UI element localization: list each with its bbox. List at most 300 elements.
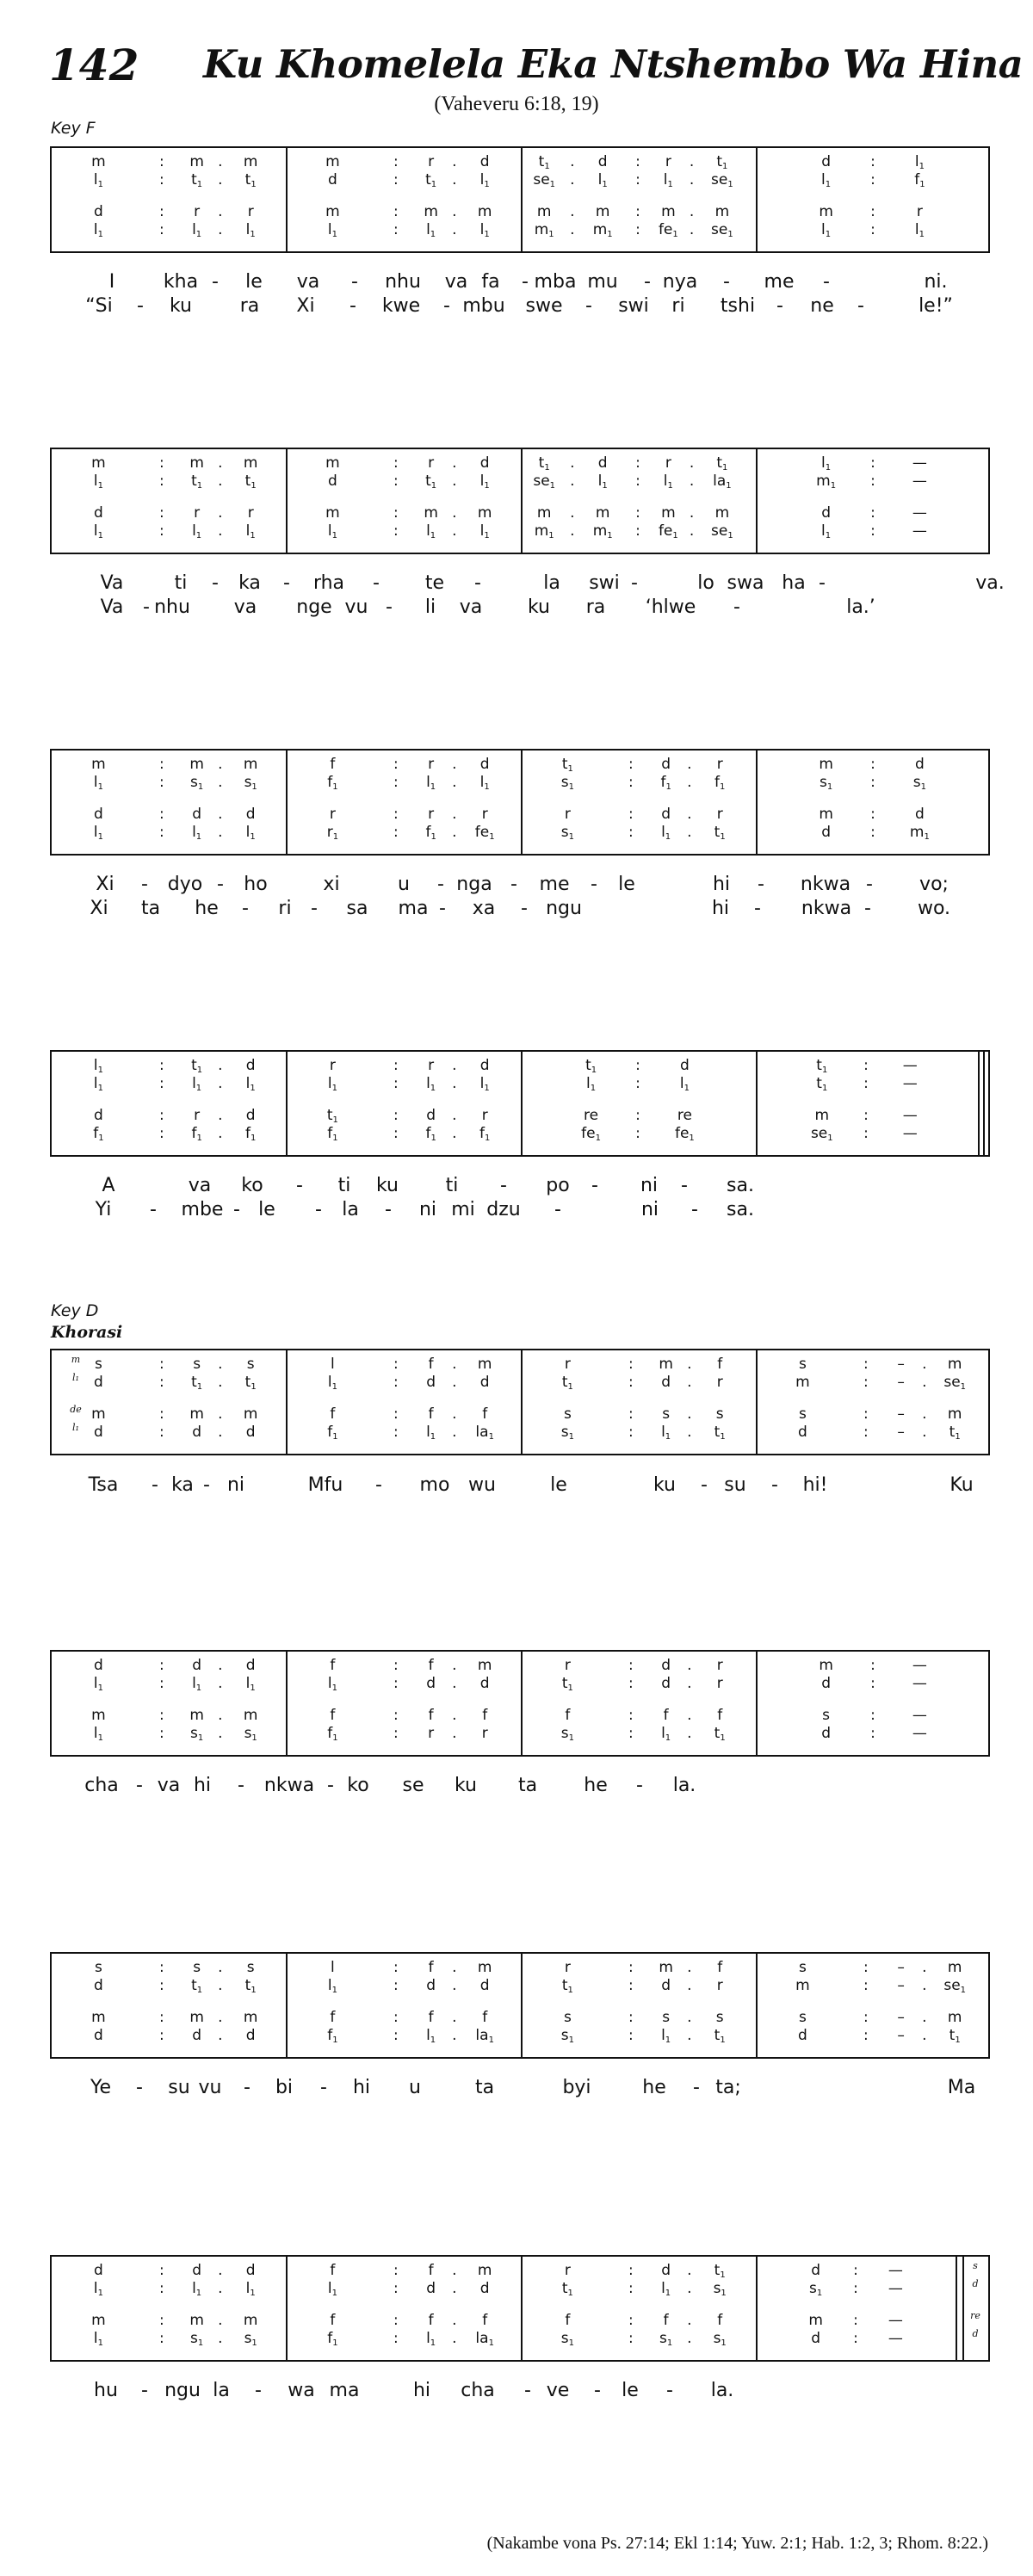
solfa-note: d: [192, 806, 202, 823]
solfa-note: $l_1$: [586, 1075, 597, 1093]
lyric-syllable: va: [157, 1775, 181, 1796]
solfa-note: s: [563, 1405, 572, 1423]
solfa-note: s: [798, 2009, 807, 2026]
solfa-note: $m_1$: [816, 473, 837, 491]
solfa-note: d: [821, 1675, 831, 1692]
solfa-note: $s_1$: [190, 774, 204, 792]
beat-separator: .: [218, 1675, 223, 1692]
lyric-syllable: li: [424, 596, 436, 618]
barline: [521, 1052, 523, 1155]
beat-separator: :: [635, 171, 640, 188]
solfa-note: d: [821, 504, 831, 522]
solfa-note: d: [479, 1675, 490, 1692]
lyric-syllable: ho: [244, 874, 268, 895]
solfa-note: $f_1$: [660, 774, 671, 792]
beat-separator: .: [218, 1657, 223, 1674]
beat-separator: :: [870, 221, 875, 238]
solfa-note: $l_1$: [479, 171, 490, 189]
barline: [286, 751, 288, 854]
lyric-syllable: le: [258, 1199, 275, 1220]
solfa-note: r: [665, 454, 671, 472]
solfa-note: m: [325, 504, 340, 522]
beat-separator: .: [687, 824, 692, 841]
barline: [286, 1954, 288, 2057]
beat-separator: :: [158, 2009, 164, 2026]
syllable-hyphen: -: [375, 1474, 382, 1496]
solfa-note: r: [716, 806, 723, 823]
solfa-note: l: [331, 1356, 335, 1373]
modulation-label: re: [970, 2310, 980, 2321]
solfa-note: $f_1$: [479, 1125, 491, 1143]
solfa-note: f: [330, 1707, 336, 1724]
beat-separator: :: [158, 1125, 164, 1142]
solfa-note: m: [189, 2009, 204, 2026]
lyric-syllable: fa: [481, 271, 500, 293]
syllable-hyphen: -: [136, 2077, 143, 2098]
solfa-note: $t_1$: [816, 1075, 828, 1093]
solfa-note: $s_1$: [713, 2280, 727, 2298]
solfa-note: –: [897, 1405, 905, 1423]
music-system: [50, 448, 990, 554]
solfa-note: s: [563, 2009, 572, 2026]
lyric-syllable: hu: [94, 2380, 118, 2401]
beat-separator: :: [853, 2312, 858, 2329]
barline: [286, 148, 288, 251]
solfa-note: f: [330, 756, 336, 773]
beat-separator: .: [687, 1424, 692, 1441]
lyric-line: [0, 596, 1033, 622]
lyric-syllable: bi: [275, 2077, 294, 2098]
beat-separator: .: [218, 824, 223, 841]
beat-separator: :: [635, 203, 640, 220]
lyric-syllable: dyo: [167, 874, 203, 895]
solfa-note: m: [325, 203, 340, 220]
solfa-note: m: [808, 2312, 823, 2329]
solfa-note: d: [661, 1657, 671, 1674]
syllable-hyphen: -: [283, 572, 290, 594]
beat-separator: :: [628, 1424, 634, 1441]
syllable-hyphen: -: [351, 271, 358, 293]
beat-separator: :: [393, 504, 399, 522]
solfa-note: —: [912, 504, 927, 522]
solfa-note: $se_1$: [711, 221, 733, 239]
syllable-hyphen: -: [437, 874, 444, 895]
beat-separator: :: [870, 473, 875, 490]
solfa-note: d: [479, 2280, 490, 2297]
solfa-note: $m_1$: [592, 522, 613, 541]
solfa-note: m: [477, 1356, 492, 1373]
barline: [521, 2257, 523, 2360]
beat-separator: :: [628, 1959, 634, 1976]
solfa-note: $t_1$: [191, 1057, 203, 1075]
beat-separator: :: [863, 1405, 869, 1423]
solfa-note: d: [93, 1657, 103, 1674]
beat-separator: :: [393, 1977, 399, 1994]
beat-separator: :: [158, 1075, 164, 1092]
solfa-note: r: [329, 1057, 336, 1074]
syllable-hyphen: -: [681, 1175, 688, 1196]
solfa-note: f: [330, 1657, 336, 1674]
beat-separator: :: [870, 1725, 875, 1742]
solfa-note: f: [428, 2312, 434, 2329]
beat-separator: :: [158, 1374, 164, 1391]
beat-separator: :: [628, 1405, 634, 1423]
solfa-note: d: [797, 2027, 807, 2044]
beat-separator: .: [452, 1675, 457, 1692]
beat-separator: .: [218, 806, 223, 823]
solfa-note: m: [947, 1959, 962, 1976]
beat-separator: .: [452, 153, 457, 170]
lyric-syllable: hi: [352, 2077, 371, 2098]
solfa-note: $l_1$: [192, 522, 202, 541]
beat-separator: :: [635, 473, 640, 490]
key-label-d: Key D: [51, 1301, 99, 1320]
beat-separator: .: [570, 504, 575, 522]
solfa-note: d: [245, 806, 256, 823]
solfa-note: m: [189, 756, 204, 773]
lyric-syllable: Xi: [96, 874, 114, 895]
beat-separator: :: [853, 2330, 858, 2347]
solfa-note: $l_1$: [821, 171, 832, 189]
beat-separator: .: [689, 522, 695, 540]
solfa-note: $se_1$: [533, 473, 556, 491]
solfa-note: $l_1$: [479, 1075, 490, 1093]
lyric-syllable: le!”: [919, 295, 953, 317]
beat-separator: :: [635, 504, 640, 522]
beat-separator: .: [570, 203, 575, 220]
solfa-note: s: [798, 1405, 807, 1423]
lyric-syllable: nkwa: [263, 1775, 315, 1796]
solfa-note: $l_1$: [327, 2280, 337, 2298]
solfa-note: m: [91, 756, 106, 773]
beat-separator: :: [158, 2280, 164, 2297]
solfa-note: $t_1$: [538, 454, 550, 473]
solfa-note: $l_1$: [821, 454, 832, 473]
beat-separator: :: [393, 2330, 399, 2347]
solfa-note: $s_1$: [560, 2330, 575, 2348]
music-system: [50, 1349, 990, 1455]
solfa-note: f: [428, 1657, 434, 1674]
lyric-syllable: ri: [671, 295, 685, 317]
syllable-hyphen: -: [255, 2380, 262, 2401]
solfa-note: d: [192, 1424, 202, 1441]
solfa-note: $s_1$: [244, 2330, 257, 2348]
solfa-note: d: [93, 1374, 103, 1391]
syllable-hyphen: -: [631, 572, 638, 594]
syllable-hyphen: -: [439, 898, 446, 919]
lyric-syllable: hi!: [802, 1474, 828, 1496]
solfa-note: r: [428, 806, 435, 823]
syllable-hyphen: -: [386, 596, 393, 618]
solfa-note: $l_1$: [479, 221, 490, 239]
lyric-syllable: va: [188, 1175, 212, 1196]
solfa-note: —: [902, 1125, 918, 1142]
syllable-hyphen: -: [819, 572, 826, 594]
music-system: [50, 1952, 990, 2059]
beat-separator: .: [218, 1725, 223, 1742]
solfa-note: f: [330, 2009, 336, 2026]
solfa-note: $s_1$: [190, 1725, 204, 1743]
solfa-note: m: [243, 756, 258, 773]
syllable-hyphen: -: [823, 271, 830, 293]
beat-separator: .: [452, 1356, 457, 1373]
solfa-note: d: [93, 806, 103, 823]
beat-separator: .: [687, 2009, 692, 2026]
solfa-note: $la_1$: [475, 2330, 494, 2348]
modulation-label: d: [972, 2278, 979, 2289]
beat-separator: :: [158, 1959, 164, 1976]
solfa-note: m: [424, 203, 438, 220]
beat-separator: .: [218, 221, 223, 238]
scripture-reference: (Vaheveru 6:18, 19): [434, 93, 599, 115]
syllable-hyphen: -: [585, 295, 592, 317]
lyric-syllable: ti: [337, 1175, 351, 1196]
beat-separator: :: [870, 756, 875, 773]
solfa-note: d: [426, 2280, 436, 2297]
lyric-syllable: Tsa: [88, 1474, 119, 1496]
beat-separator: .: [218, 2330, 223, 2347]
beat-separator: .: [452, 2280, 457, 2297]
lyric-line: [0, 1474, 1033, 1500]
solfa-note: $l_1$: [327, 221, 337, 239]
solfa-note: $l_1$: [426, 2330, 436, 2348]
lyric-syllable: la.: [672, 1775, 696, 1796]
solfa-note: d: [93, 2262, 103, 2279]
beat-separator: :: [628, 1707, 634, 1724]
lyric-syllable: ta: [140, 898, 161, 919]
solfa-note: $l_1$: [663, 171, 673, 189]
solfa-note: $l_1$: [914, 153, 925, 171]
solfa-note: s: [246, 1959, 255, 1976]
beat-separator: :: [158, 756, 164, 773]
music-system: [50, 1650, 990, 1757]
solfa-note: d: [661, 1977, 671, 1994]
lyric-syllable: ko: [241, 1175, 263, 1196]
lyric-syllable: va: [444, 271, 468, 293]
beat-separator: :: [158, 774, 164, 791]
solfa-note: f: [663, 2312, 669, 2329]
lyric-syllable: kha: [163, 271, 199, 293]
lyric-syllable: A: [102, 1175, 115, 1196]
lyric-syllable: ngu: [546, 898, 582, 919]
solfa-note: f: [428, 1405, 434, 1423]
lyric-syllable: mu: [587, 271, 618, 293]
lyric-syllable: me: [539, 874, 570, 895]
lyric-syllable: wu: [468, 1474, 496, 1496]
lyric-syllable: he: [584, 1775, 608, 1796]
solfa-note: d: [426, 1675, 436, 1692]
syllable-hyphen: -: [212, 271, 219, 293]
beat-separator: :: [863, 1424, 869, 1441]
beat-separator: .: [687, 1405, 692, 1423]
beat-separator: .: [687, 2262, 692, 2279]
solfa-note: $t_1$: [425, 171, 437, 189]
lyric-syllable: Va: [100, 596, 124, 618]
solfa-note: $l_1$: [327, 522, 337, 541]
solfa-note: r: [665, 153, 671, 170]
beat-separator: .: [687, 806, 692, 823]
beat-separator: .: [452, 1075, 457, 1092]
beat-separator: :: [628, 2330, 634, 2347]
solfa-note: r: [247, 504, 254, 522]
lyric-syllable: ve: [546, 2380, 570, 2401]
beat-separator: :: [158, 806, 164, 823]
syllable-hyphen: -: [385, 1199, 392, 1220]
solfa-note: $f_1$: [714, 774, 726, 792]
beat-separator: .: [452, 1405, 457, 1423]
solfa-note: r: [564, 1959, 571, 1976]
lyric-syllable: Mfu: [307, 1474, 343, 1496]
solfa-note: $t_1$: [585, 1057, 597, 1075]
solfa-note: d: [93, 1107, 103, 1124]
lyric-syllable: lo: [697, 572, 714, 594]
solfa-note: $t_1$: [244, 473, 257, 491]
beat-separator: .: [687, 1707, 692, 1724]
solfa-note: m: [189, 1405, 204, 1423]
solfa-note: s: [798, 1356, 807, 1373]
solfa-note: –: [897, 2027, 905, 2044]
solfa-note: $l_1$: [679, 1075, 690, 1093]
solfa-note: m: [819, 203, 833, 220]
beat-separator: :: [158, 1657, 164, 1674]
beat-separator: :: [158, 1057, 164, 1074]
lyric-syllable: mi: [451, 1199, 475, 1220]
beat-separator: :: [635, 153, 640, 170]
solfa-note: r: [194, 1107, 201, 1124]
beat-separator: .: [687, 1977, 692, 1994]
solfa-note: $t_1$: [561, 2280, 573, 2298]
solfa-note: r: [716, 756, 723, 773]
beat-separator: :: [393, 1675, 399, 1692]
syllable-hyphen: -: [693, 2077, 700, 2098]
beat-separator: .: [218, 504, 223, 522]
lyric-syllable: Xi: [90, 898, 108, 919]
solfa-note: –: [897, 2009, 905, 2026]
solfa-note: s: [246, 1356, 255, 1373]
solfa-note: d: [811, 2262, 820, 2279]
beat-separator: :: [870, 522, 875, 540]
beat-separator: .: [452, 756, 457, 773]
beat-separator: .: [687, 774, 692, 791]
solfa-note: $l_1$: [426, 1075, 436, 1093]
solfa-note: r: [716, 1675, 723, 1692]
beat-separator: :: [393, 2280, 399, 2297]
lyric-syllable: cha: [461, 2380, 495, 2401]
beat-separator: .: [452, 522, 457, 540]
lyric-syllable: la: [213, 2380, 230, 2401]
solfa-note: d: [245, 1657, 256, 1674]
solfa-note: r: [247, 203, 254, 220]
solfa-note: –: [897, 1977, 905, 1994]
solfa-note: $f_1$: [327, 774, 338, 792]
beat-separator: :: [863, 1107, 869, 1124]
beat-separator: .: [452, 454, 457, 472]
solfa-note: $t_1$: [326, 1107, 338, 1125]
lyric-syllable: va: [233, 596, 257, 618]
solfa-note: d: [93, 1977, 103, 1994]
lyric-syllable: wa: [288, 2380, 315, 2401]
solfa-note: –: [897, 1374, 905, 1391]
solfa-note: —: [902, 1057, 918, 1074]
solfa-note: r: [564, 1356, 571, 1373]
solfa-note: d: [821, 824, 831, 841]
solfa-note: m: [91, 454, 106, 472]
lyric-syllable: le: [550, 1474, 567, 1496]
beat-separator: .: [689, 221, 695, 238]
beat-separator: :: [635, 1075, 640, 1092]
beat-separator: .: [218, 203, 223, 220]
solfa-note: $f_1$: [327, 1125, 338, 1143]
solfa-note: d: [327, 171, 337, 188]
beat-separator: :: [628, 756, 634, 773]
solfa-note: $s_1$: [560, 1424, 575, 1442]
beat-separator: :: [863, 1977, 869, 1994]
barline: [286, 449, 288, 553]
lyric-syllable: swi: [589, 572, 620, 594]
beat-separator: :: [628, 1356, 634, 1373]
solfa-note: $l_1$: [479, 522, 490, 541]
beat-separator: :: [158, 2262, 164, 2279]
solfa-note: —: [888, 2262, 903, 2279]
solfa-note: m: [243, 1707, 258, 1724]
barline: [756, 148, 758, 251]
beat-separator: :: [393, 1424, 399, 1441]
beat-separator: :: [393, 171, 399, 188]
solfa-note: m: [714, 504, 730, 522]
solfa-note: d: [479, 454, 490, 472]
solfa-note: $l_1$: [327, 1075, 337, 1093]
solfa-note: m: [243, 153, 258, 170]
beat-separator: .: [570, 221, 575, 238]
solfa-note: re: [677, 1107, 692, 1124]
beat-separator: :: [158, 1107, 164, 1124]
solfa-note: $l_1$: [327, 1374, 337, 1392]
solfa-note: $s_1$: [560, 2027, 575, 2045]
solfa-note: f: [565, 2312, 571, 2329]
solfa-note: r: [194, 504, 201, 522]
beat-separator: :: [158, 522, 164, 540]
solfa-note: d: [93, 203, 103, 220]
solfa-note: m: [91, 2009, 106, 2026]
beat-separator: :: [393, 1725, 399, 1742]
lyric-syllable: la.’: [846, 596, 875, 618]
solfa-note: $l_1$: [245, 221, 256, 239]
lyric-syllable: ma: [329, 2380, 360, 2401]
syllable-hyphen: -: [137, 295, 144, 317]
beat-separator: :: [870, 203, 875, 220]
beat-separator: :: [158, 1675, 164, 1692]
beat-separator: .: [218, 1374, 223, 1391]
solfa-note: $l_1$: [821, 522, 832, 541]
solfa-note: r: [916, 203, 923, 220]
beat-separator: :: [158, 153, 164, 170]
beat-separator: .: [218, 2009, 223, 2026]
solfa-note: d: [479, 756, 490, 773]
lyric-syllable: ngu: [164, 2380, 201, 2401]
modulation-label: d: [972, 2328, 979, 2339]
beat-separator: :: [393, 1107, 399, 1124]
barline: [756, 1052, 758, 1155]
solfa-note: $s_1$: [808, 2280, 823, 2298]
solfa-note: r: [716, 1374, 723, 1391]
solfa-note: $se_1$: [533, 171, 556, 189]
solfa-note: d: [661, 1374, 671, 1391]
barline: [286, 1052, 288, 1155]
solfa-note: m: [91, 2312, 106, 2329]
lyric-syllable: ‘hlwe: [645, 596, 696, 618]
solfa-note: $s_1$: [713, 2330, 727, 2348]
syllable-hyphen: -: [776, 295, 783, 317]
